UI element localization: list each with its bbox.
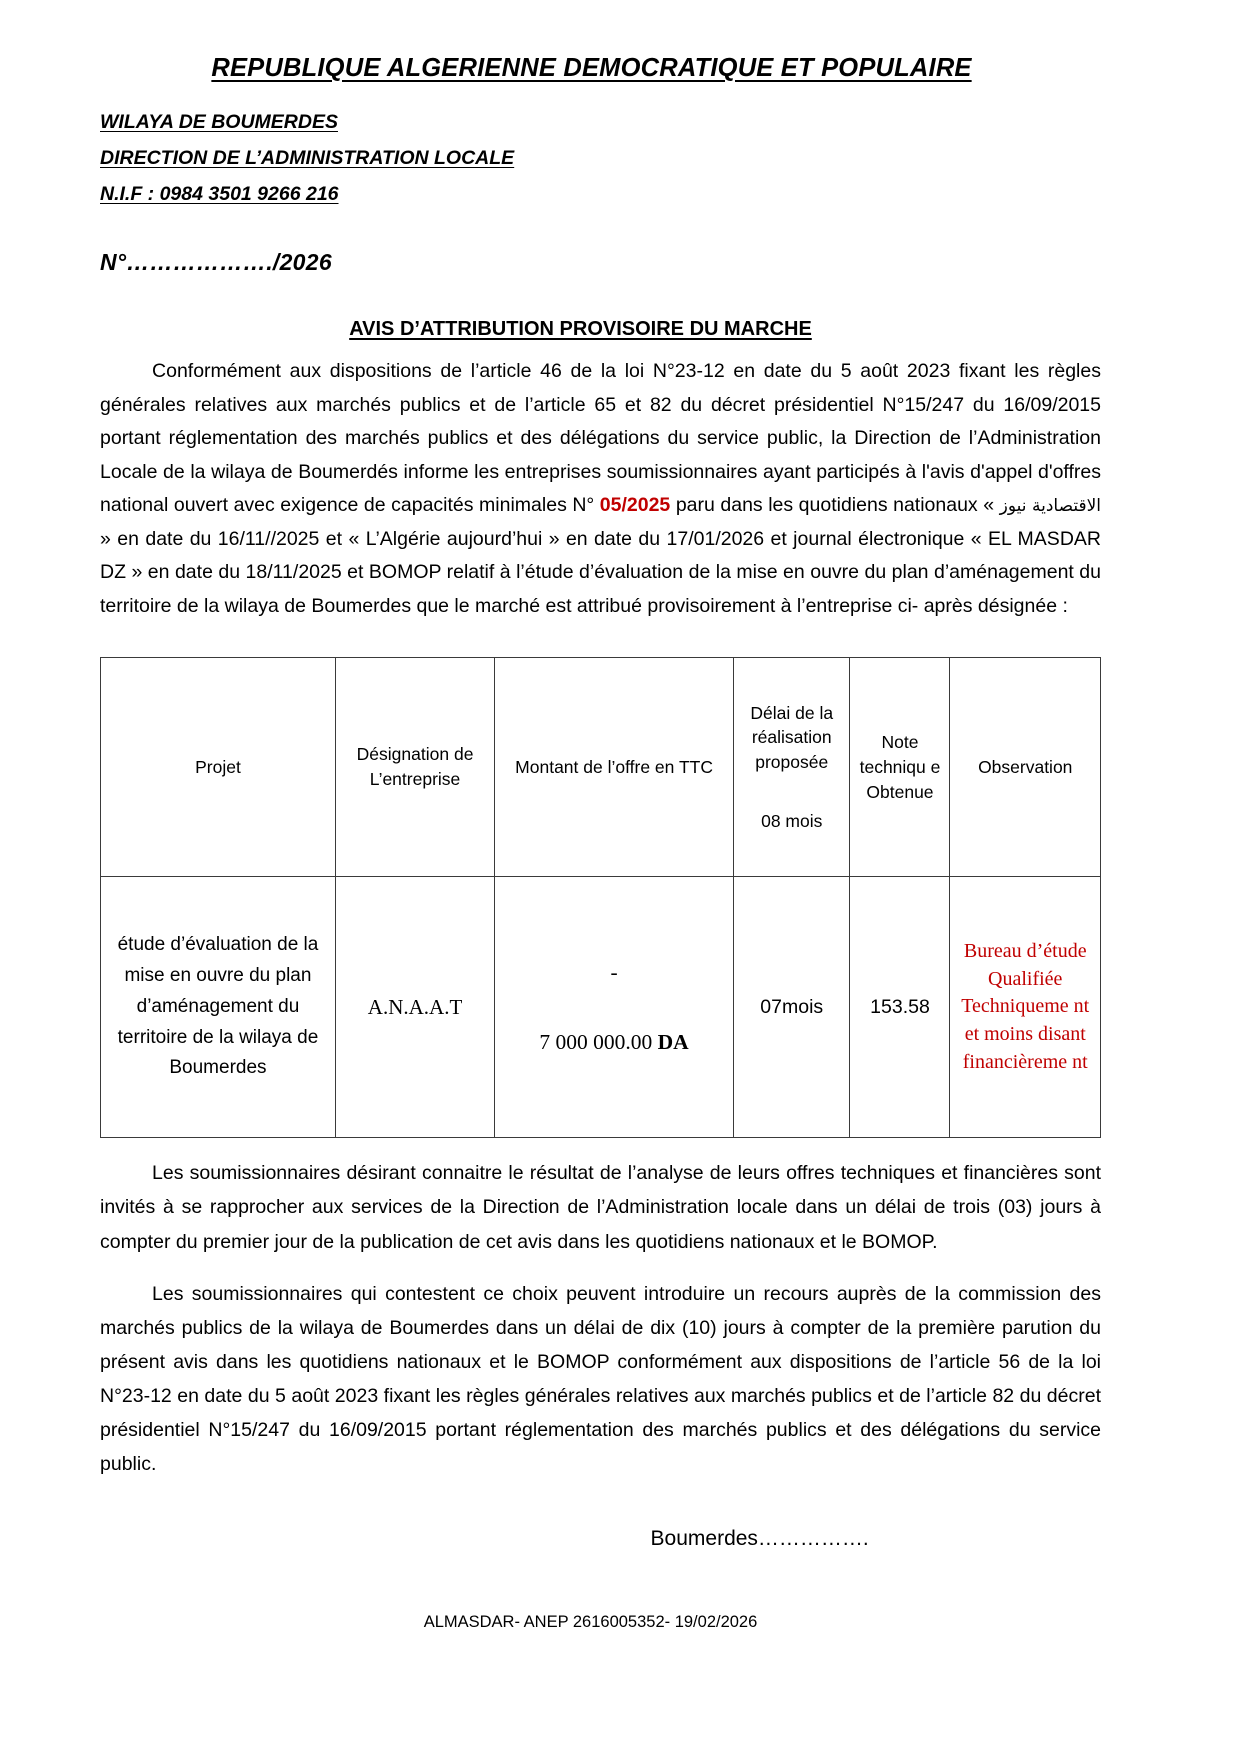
header-observation: Observation bbox=[950, 658, 1101, 877]
cell-entreprise: A.N.A.A.T bbox=[335, 877, 494, 1138]
montant-currency: DA bbox=[657, 1030, 689, 1055]
wilaya-line-wrap bbox=[100, 111, 1101, 147]
tender-number: 05/2025 bbox=[599, 494, 671, 517]
award-table bbox=[100, 657, 1101, 1138]
cell-note: 153.58 bbox=[850, 877, 950, 1138]
paragraph-dropcap: C bbox=[152, 360, 167, 382]
header-delai bbox=[733, 658, 850, 877]
nif-line-wrap bbox=[100, 183, 1101, 219]
nif-line: N.I.F : 0984 3501 9266 216 bbox=[100, 183, 339, 205]
header-note: Note techniqu e Obtenue bbox=[850, 658, 950, 877]
wilaya-line: WILAYA DE BOUMERDES bbox=[100, 111, 338, 133]
notice-paragraph-1 bbox=[100, 355, 1101, 623]
header-montant: Montant de l’offre en TTC bbox=[495, 658, 734, 877]
anep-footer: ALMASDAR- ANEP 2616005352- 19/02/2026 bbox=[423, 1613, 758, 1632]
montant-dash: - bbox=[610, 960, 618, 984]
paragraph-1-part-b: paru dans les quotidiens nationaux « bbox=[670, 494, 1000, 517]
header-projet: Projet bbox=[101, 658, 336, 877]
table-row bbox=[101, 877, 1101, 1138]
cell-montant bbox=[495, 877, 734, 1138]
signature-line: Boumerdes……………. bbox=[650, 1527, 869, 1551]
organization-block bbox=[100, 111, 1101, 219]
cell-delai: 07mois bbox=[733, 877, 850, 1138]
republic-title: REPUBLIQUE ALGERIENNE DEMOCRATIQUE ET POPULAIRE bbox=[211, 54, 972, 82]
cell-observation: Bureau d’étude Qualifiée Techniqueme nt et moins disant financièreme nt bbox=[950, 877, 1101, 1138]
closing-paragraph-1: Les soumissionnaires désirant connaitre le résultat de l’analyse de leurs offres techniques et financières sont invités à se rapprocher aux services de la Direction de l’Administration locale dans un délai de trois (03) jours à compter du premier jour de la publication de cet avis dans les quotidiens nationaux et le BOMOP. bbox=[100, 1162, 1101, 1253]
direction-line-wrap bbox=[100, 147, 1101, 183]
header-delai-main: Délai de la réalisation proposée bbox=[750, 702, 834, 773]
newspaper-name-arabic: الاقتصادية نيوز bbox=[999, 496, 1101, 517]
montant-value: 7 000 000.00 bbox=[539, 1030, 658, 1055]
header-entreprise: Désignation de L’entreprise bbox=[335, 658, 494, 877]
table-header-row bbox=[101, 658, 1101, 877]
paragraph-1-part-c: » en date du 16/11//2025 et « L’Algérie aujourd’hui » en date du 17/01/2026 et journal électronique « EL MASDAR DZ » en date du 18/11/2025 et BOMOP relatif à l’étude d’évaluation de la mise en ouvre du plan d’aménagement du territoire de la wilaya de Boumerdes que le marché est attribué provisoirement à l’entreprise ci- après désignée : bbox=[100, 527, 1101, 617]
closing-paragraph-2: Les soumissionnaires qui contestent ce choix peuvent introduire un recours auprès de la commission des marchés publics de la wilaya de Boumerdes dans un délai de dix (10) jours à compter de la première parution du présent avis dans les quotidiens nationaux et le BOMOP conformément aux dispositions de l’article 56 de la loi N°23-12 en date du 5 août 2023 fixant les règles générales relatives aux marchés publics et de l’article 82 du décret présidentiel N°15/247 du 16/09/2015 portant réglementation des marchés publics et des délégations du service public. bbox=[100, 1282, 1101, 1476]
paragraph-1-part-a: onformément aux dispositions de l’article 46 de la loi N°23-12 en date du 5 août 2023 fixant les règles générales relatives aux marchés publics et de l’article 65 et 82 du décret présidentiel N°15/247 du 16/09/2015 portant réglementation des marchés publics et des délégations du service public, la Direction de l’Administration Locale de la wilaya de Boumerdés informe les entreprises soumissionnaires ayant participés à l'avis d'appel d'offres national ouvert avec exigence de capacités minimales N° bbox=[100, 360, 1101, 517]
cell-projet: étude d’évaluation de la mise en ouvre du plan d’aménagement du territoire de la wilaya de Boumerdes bbox=[101, 877, 336, 1138]
notice-title: AVIS D’ATTRIBUTION PROVISOIRE DU MARCHE bbox=[349, 318, 812, 340]
header-delai-sub: 08 mois bbox=[761, 811, 823, 832]
reference-number: N°………………./2026 bbox=[100, 249, 332, 275]
direction-line: DIRECTION DE L’ADMINISTRATION LOCALE bbox=[100, 147, 515, 169]
